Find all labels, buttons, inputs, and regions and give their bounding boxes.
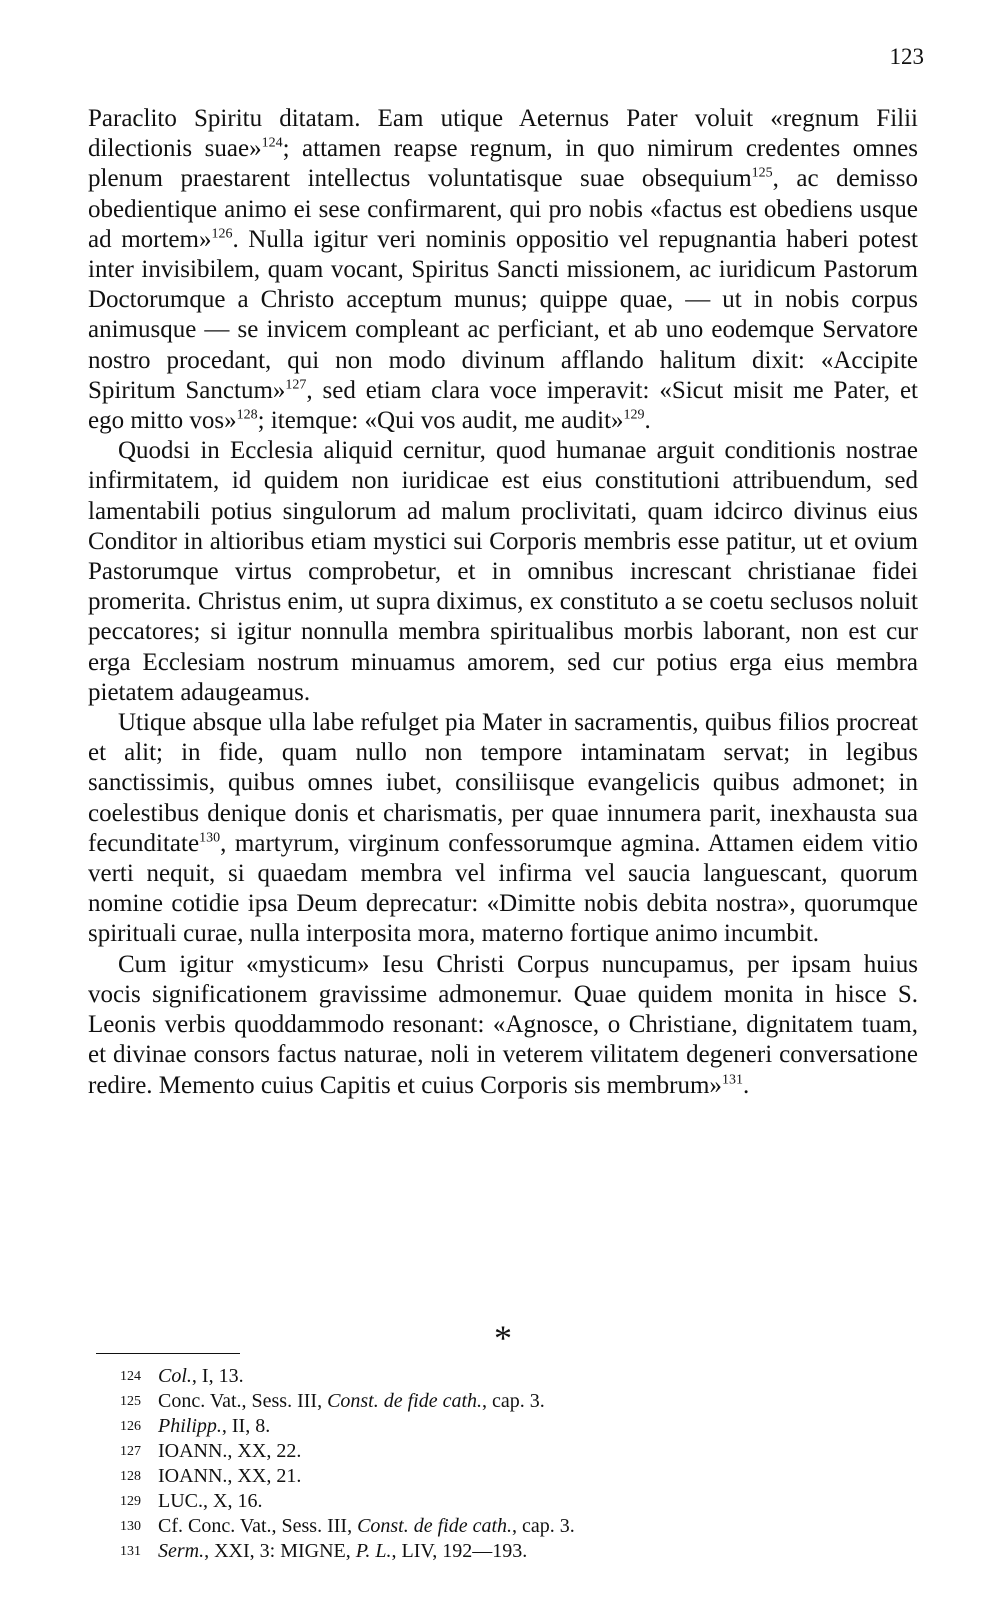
footnote-number: 129: [120, 1494, 141, 1509]
text-segment: Cum igitur «mysticum» Iesu Christi Corpus nuncupamus, per ipsam huius vocis significationem gravissime admonemur. Quae quidem monita in hisce S. Leonis verbis quoddammodo resonant: «Agnosce, o Christiane, dignitatem tuam, et divinae consors factus naturae, noli in veterem vilitatem degeneri conversatione redire. Memento cuius Capitis et cuius Corporis sis membrum»: [88, 950, 918, 1099]
footnote-ref-125[interactable]: 125: [751, 166, 773, 182]
body-text: [88, 104, 918, 1101]
footnote-128: [120, 1464, 880, 1489]
footnote-127: [120, 1439, 880, 1464]
footnote-ref-131[interactable]: 131: [721, 1072, 743, 1088]
footnote-number: 125: [120, 1394, 141, 1409]
text-segment: ; attamen reapse regnum, in quo nimirum credentes omnes plenum praestarent intellectus voluntatisque suae obsequium: [88, 135, 918, 193]
text-segment: .: [644, 407, 651, 435]
paragraph-3: [88, 708, 918, 950]
footnote-129: [120, 1489, 880, 1514]
footnote-text: Const. de fide cath.: [327, 1390, 483, 1412]
footnote-number: 130: [120, 1519, 141, 1534]
footnote-text: , LIV, 192—193.: [391, 1540, 528, 1562]
footnote-ref-124[interactable]: 124: [261, 135, 283, 151]
text-segment: Quodsi in Ecclesia aliquid cernitur, quod humanae arguit conditionis nostrae infirmitatem, id quidem non iuridicae est eius constitutioni attribuendum, sed lamentabili potius singulorum ad malum proclivitati, quam idcirco divinus eius Conditor in altioribus etiam mystici sui Corporis membris esse patitur, ut et ovium Pastorumque virtus comprobetur, et in omnibus increscant christianae fidei promerita. Christus enim, ut supra diximus, ex constituto a se coetu seclusos noluit peccatores; si igitur nonnulla membra spiritualibus morbis laborant, non est cur erga Ecclesiam nostrum minuamus amorem, sed cur potius erga eius membra pietatem adaugeamus.: [88, 437, 918, 706]
footnote-text: Philipp.: [158, 1415, 222, 1437]
footnote-ref-126[interactable]: 126: [211, 226, 233, 242]
section-separator-asterisk: *: [494, 1318, 512, 1358]
page-number: 123: [889, 44, 924, 69]
text-segment: , ac demisso obedientique animo ei sese confirmarent, qui pro nobis «factus est obediens usque ad mortem»: [88, 165, 919, 253]
footnote-number: 127: [120, 1444, 141, 1459]
footnote-text: Cf. Conc. Vat., Sess. III,: [158, 1515, 358, 1537]
footnote-text: , I, 13.: [191, 1365, 244, 1387]
paragraph-1: [88, 104, 918, 436]
footnote-text: Const. de fide cath.: [357, 1515, 513, 1537]
footnote-text: , cap. 3.: [482, 1390, 545, 1412]
footnote-divider: [96, 1353, 240, 1354]
footnote-text: LUC., X, 16.: [158, 1490, 263, 1512]
paragraph-4: [88, 950, 918, 1101]
text-segment: Paraclito Spiritu ditatam. Eam utique Aeternus Pater voluit «regnum Filii dilectionis suae»: [88, 105, 918, 163]
footnote-130: [120, 1514, 880, 1539]
text-segment: . Nulla igitur veri nominis oppositio vel repugnantia haberi potest inter invisibilem, quam vocant, Spiritus Sancti missionem, ac iuridicum Pastorum Doctorumque a Christo acceptum munus; quippe quae, — ut in nobis corpus animusque — se invicem compleant ac perficiant, et ab uno eodemque Servatore nostro procedant, qui non modo divinum afflando halitum dixit: «Accipite Spiritum Sanctum»: [88, 225, 918, 404]
footnote-text: Col.: [158, 1365, 192, 1387]
footnote-126: [120, 1414, 880, 1439]
footnote-ref-127[interactable]: 127: [285, 377, 307, 393]
footnote-text: P. L.: [355, 1540, 392, 1562]
footnote-number: 124: [120, 1369, 141, 1384]
footnote-124: [120, 1364, 880, 1389]
text-segment: .: [742, 1071, 750, 1099]
footnote-text: , XXI, 3: MIGNE,: [204, 1540, 356, 1562]
footnote-131: [120, 1539, 880, 1564]
text-segment: ; itemque: «Qui vos audit, me audit»: [257, 407, 624, 435]
footnote-number: 128: [120, 1469, 141, 1484]
footnote-125: [120, 1389, 880, 1414]
footnote-text: IOANN., XX, 21.: [158, 1465, 302, 1487]
text-segment: , martyrum, virginum confessorumque agmina. Attamen eidem vitio verti nequit, si quaedam membra vel infirma vel saucia languescant, quorum nomine cotidie ipsa Deum deprecatur: «Dimitte nobis debita nostra», quorumque spirituali curae, nulla interposita mora, materno fortique animo incumbit.: [88, 829, 918, 948]
footnote-ref-130[interactable]: 130: [199, 830, 221, 846]
footnote-number: 131: [120, 1544, 141, 1559]
footnote-text: Conc. Vat., Sess. III,: [158, 1390, 328, 1412]
footnote-text: , cap. 3.: [512, 1515, 575, 1537]
text-segment: , sed etiam clara voce imperavit: «Sicut misit me Pater, et ego mitto vos»: [88, 376, 918, 435]
paragraph-2: [88, 436, 918, 708]
footnote-ref-128[interactable]: 128: [236, 407, 258, 423]
footnote-text: , II, 8.: [221, 1415, 271, 1437]
text-segment: Utique absque ulla labe refulget pia Mater in sacramentis, quibus filios procreat et alit; in fide, quam nullo non tempore intaminatam servat; in legibus sanctissimis, quibus omnes iubet, consiliisque evangelicis quibus admonet; in coelestibus denique donis et charismatis, per quae innumera parit, inexhausta sua fecunditate: [88, 709, 918, 857]
footnote-text: IOANN., XX, 22.: [158, 1440, 302, 1462]
footnote-ref-129[interactable]: 129: [623, 407, 645, 423]
footnote-number: 126: [120, 1419, 141, 1434]
footnote-text: Serm.: [158, 1540, 205, 1562]
footnotes: [120, 1364, 880, 1564]
